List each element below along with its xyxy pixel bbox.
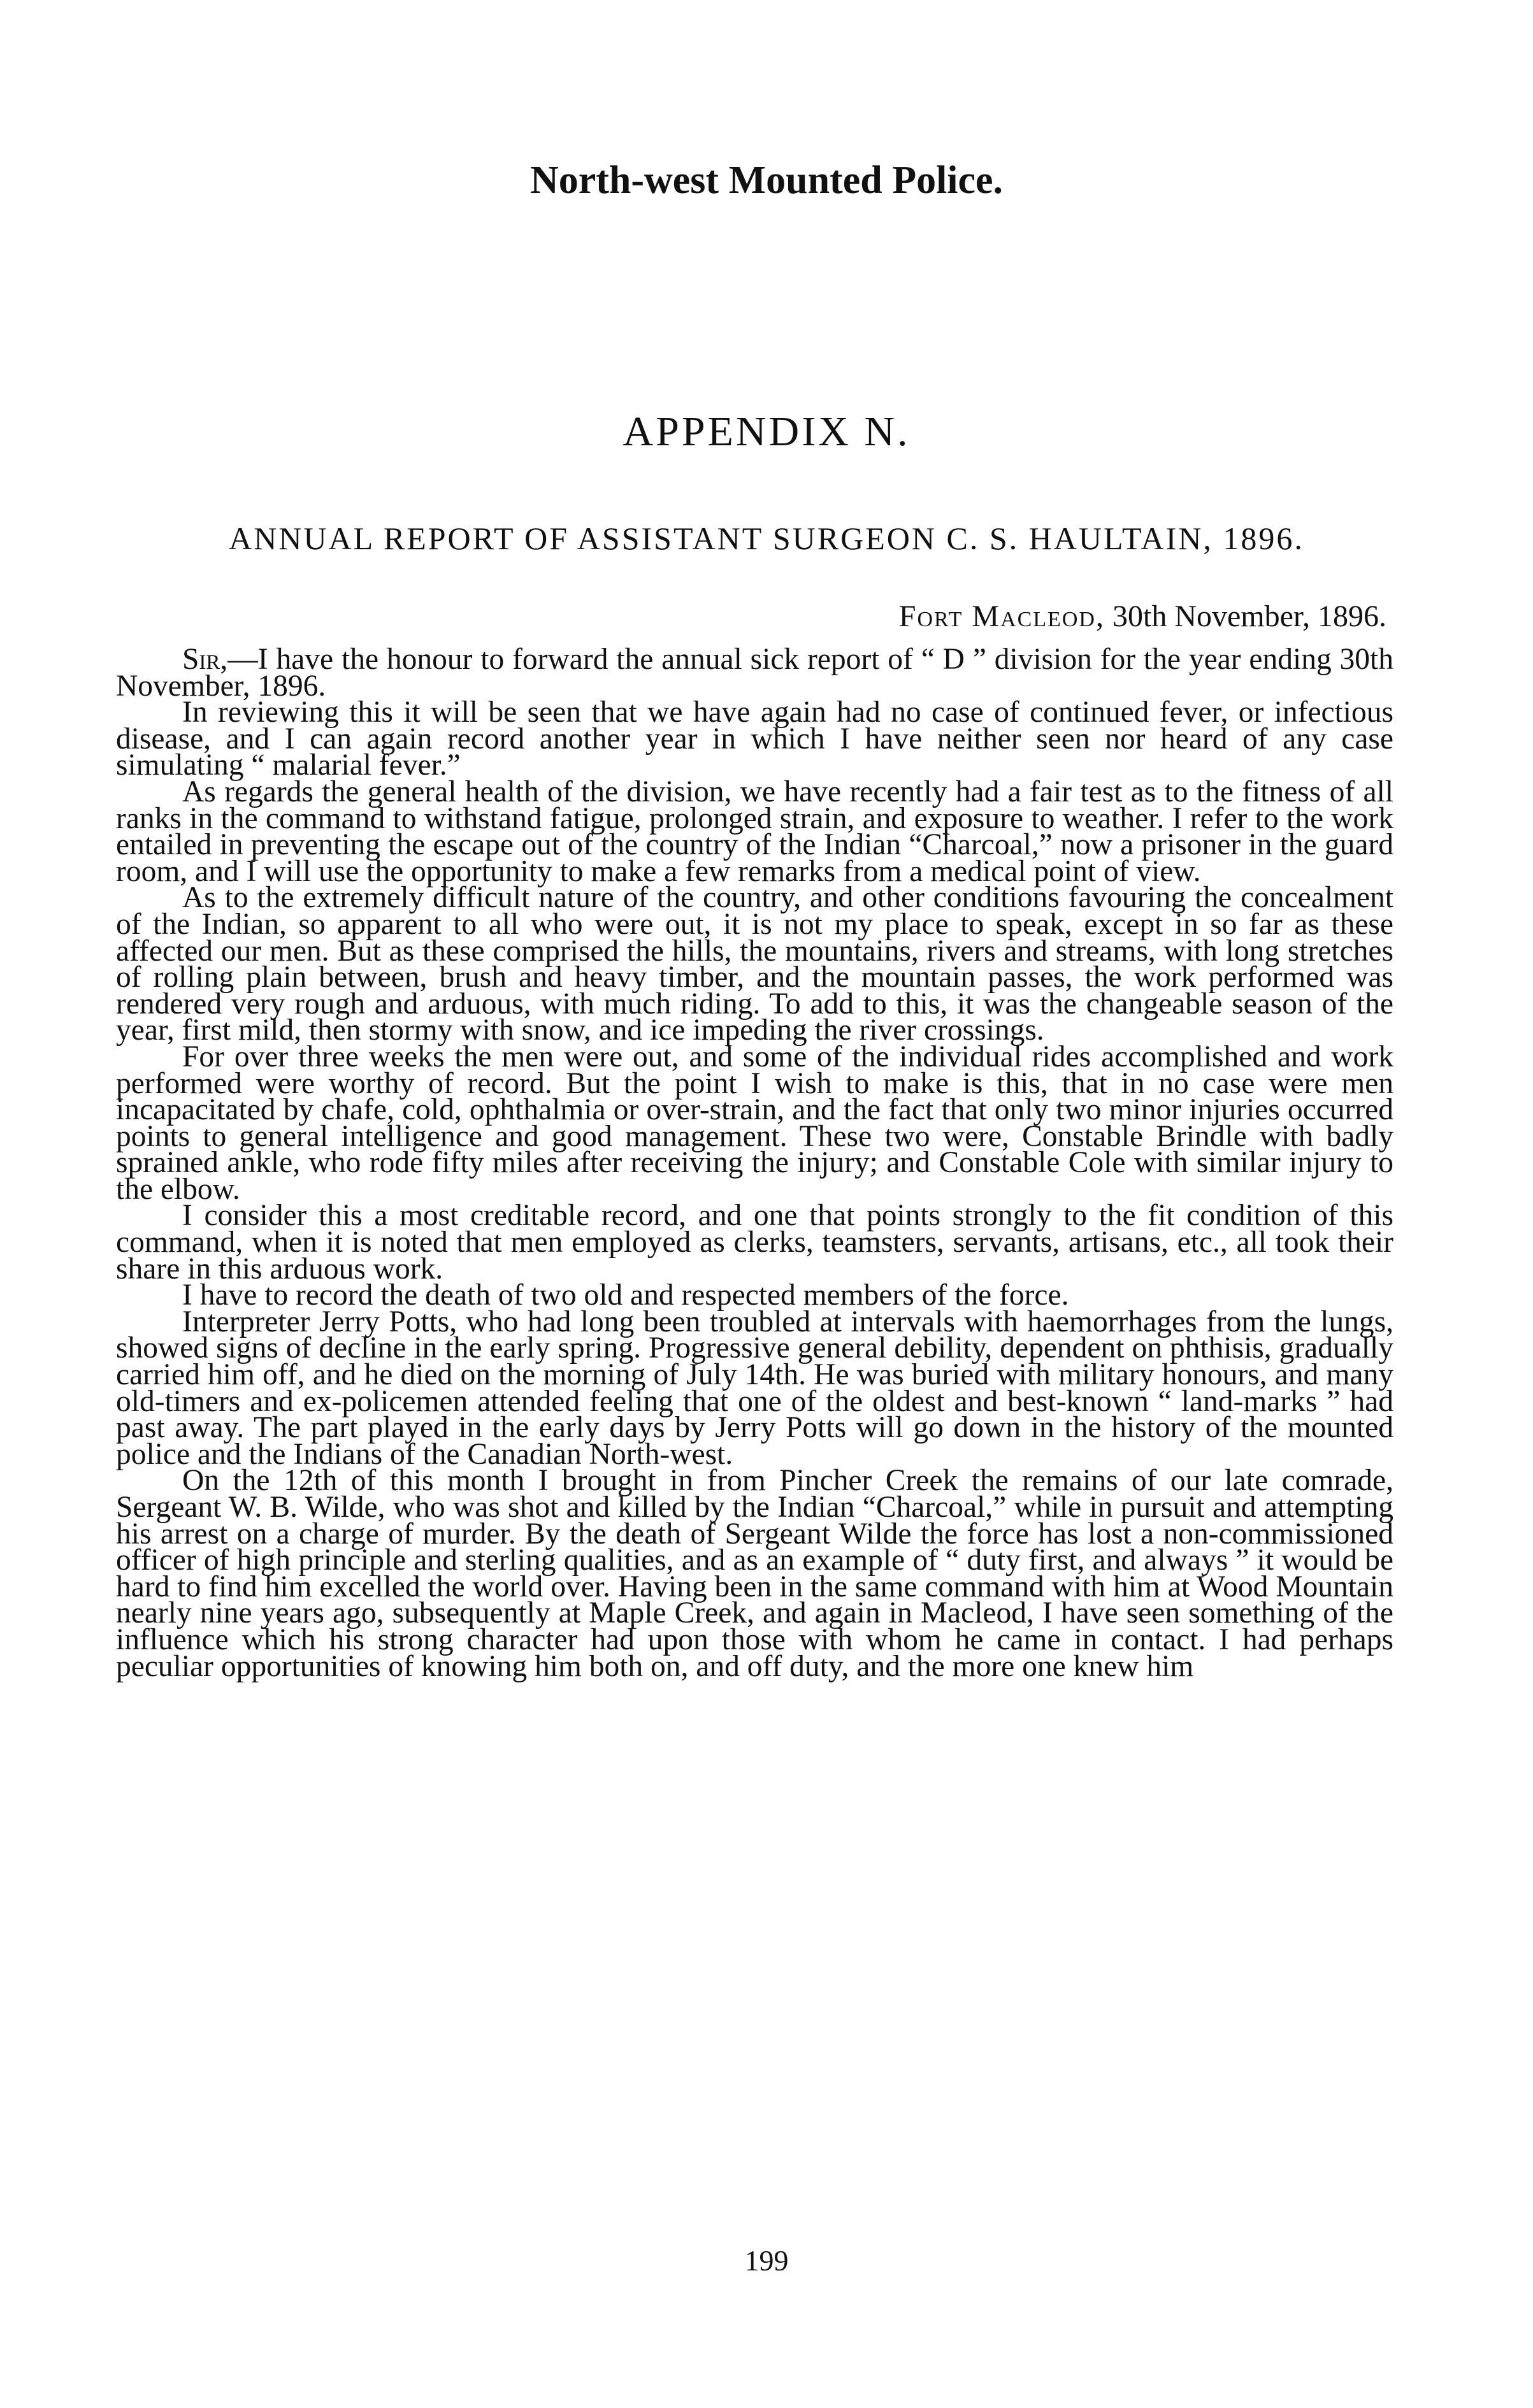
paragraph-4: As to the extremely difficult nature of the country, and other conditions favouring the concealment of the Indian, so apparent to all who were out, it is not my place to speak, except in so far as these affected our men. But as these comprised the hills, the mountains, rivers and streams, with long stretches of rolling plain between, brush and heavy timber, and the mountain passes, the work performed was rendered very rough and arduous, with much riding. To add to this, it was the changeable season of the year, first mild, then stormy with snow, and ice impeding the river crossings. (116, 881, 1393, 1047)
appendix-title: APPENDIX N. (623, 408, 910, 455)
dateline-place: Fort Macleod, (898, 599, 1105, 633)
paragraph-1 (116, 643, 1393, 703)
paragraph-6: I consider this a most creditable record, and one that points strongly to the fit condition of this command, when it is noted that men employed as clerks, teamsters, servants, artisans, etc., all took their share in this arduous work. (116, 1199, 1393, 1286)
page-number: 199 (744, 2244, 789, 2277)
paragraph-7: I have to record the death of two old and respected members of the force. (182, 1279, 1069, 1312)
paragraph-9: On the 12th of this month I brought in from Pincher Creek the remains of our late comrade, Sergeant W. B. Wilde, who was shot and killed by the Indian “Charcoal,” while in pursuit and attempting his arrest on a charge of murder. By the death of Sergeant Wilde the force has lost a non-commissioned officer of high principle and sterling qualities, and as an example of “ duty first, and always ” it would be hard to find him excelled the world over. Having been in the same command with him at Wood Mountain nearly nine years ago, subsequently at Maple Creek, and again in Macleod, I have seen something of the influence which his strong character had upon those with whom he came in contact. I had perhaps peculiar opportunities of knowing him both on, and off duty, and the more one knew him (116, 1464, 1393, 1683)
report-title: ANNUAL REPORT OF ASSISTANT SURGEON C. S. HAULTAIN, 1896. (229, 520, 1304, 556)
paragraph-3: As regards the general health of the division, we have recently had a fair test as to the fitness of all ranks in the command to withstand fatigue, prolonged strain, and exposure to weather. I refer to the work entailed in preventing the escape out of the country of the Indian “Charcoal,” now a prisoner in the guard room, and I will use the opportunity to make a few remarks from a medical point of view. (116, 775, 1393, 888)
paragraph-5: For over three weeks the men were out, and some of the individual rides accomplished and work performed were worthy of record. But the point I wish to make is this, that in no case were men incapacitated by chafe, cold, ophthalmia or over-strain, and the fact that only two minor injuries occurred points to general intelligence and good management. These two were, Constable Brindle with badly sprained ankle, who rode fifty miles after receiving the injury; and Constable Cole with similar injury to the elbow. (116, 1040, 1393, 1206)
paragraph-8: Interpreter Jerry Potts, who had long been troubled at intervals with haemorrhages from the lungs, showed signs of decline in the early spring. Progressive general debility, dependent on phthisis, gradually carried him off, and he died on the morning of July 14th. He was buried with military honours, and many old-timers and ex-policemen attended feeling that one of the oldest and best-known “ land-marks ” had past away. The part played in the early days by Jerry Potts will go down in the history of the mounted police and the Indians of the Canadian North-west. (116, 1305, 1393, 1471)
paragraph-1-text: —I have the honour to forward the annual sick report of “ D ” division for the year ending 30th November, 1896. (116, 643, 1393, 703)
running-head: North-west Mounted Police. (529, 159, 1004, 202)
dateline (899, 599, 1386, 634)
paragraph-2: In reviewing this it will be seen that we have again had no case of continued fever, or infectious disease, and I can again record another year in which I have neither seen nor heard of any case simulating “ malarial fever.” (116, 696, 1393, 782)
dateline-date: 30th November, 1896. (1112, 599, 1386, 633)
salutation: Sir, (182, 643, 228, 676)
report-body (116, 643, 1393, 1683)
